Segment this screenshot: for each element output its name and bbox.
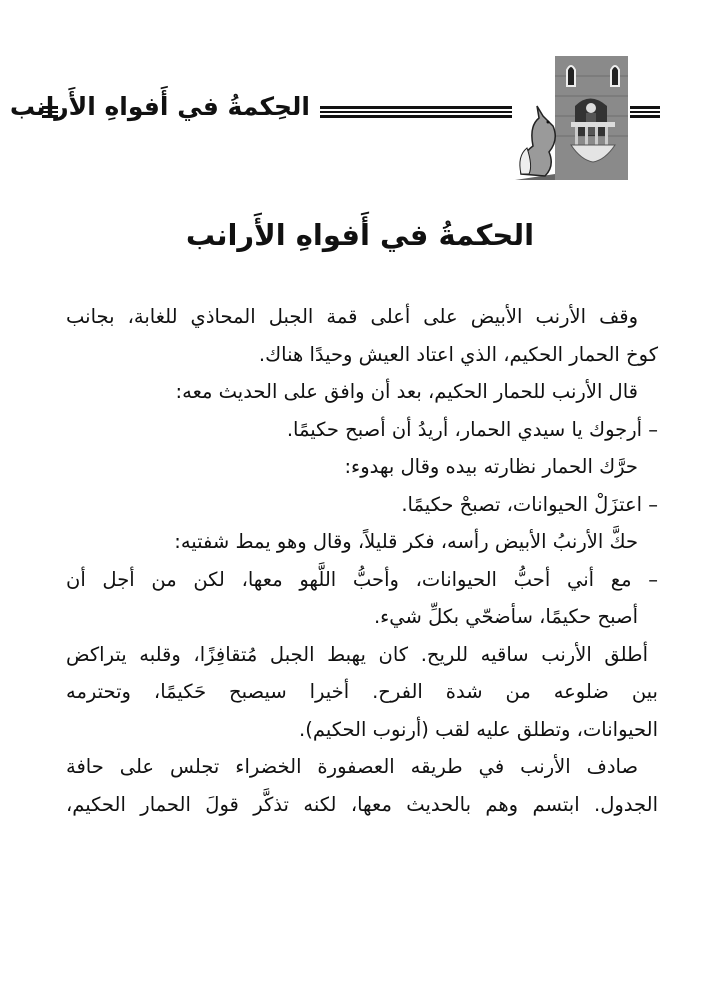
- fox-tower-illustration: [515, 56, 628, 180]
- header-rule-middle: [320, 106, 512, 118]
- story-line: وقف الأرنب الأبيض على أعلى قمة الجبل المحاذي للغابة، بجانب: [66, 305, 638, 328]
- running-title: الحِكمةُ في أَفواهِ الأَرانب: [9, 92, 310, 121]
- story-line: أطلق الأرنب ساقيه للريح. كان يهبط الجبل مُتقافِزًا، وقلبه يتراكض: [66, 643, 648, 666]
- story-line: بين ضلوعه من شدة الفرح. أخيرا سيصبح حَكيمًا، وتحترمه: [66, 680, 658, 703]
- story-line: – أرجوك يا سيدي الحمار، أريدُ أن أصبح حكيمًا.: [286, 418, 658, 441]
- story-line: حرَّك الحمار نظارته بيده وقال بهدوء:: [344, 455, 638, 478]
- story-line: قال الأرنب للحمار الحكيم، بعد أن وافق على الحديث معه:: [175, 380, 638, 403]
- story-line: الجدول. ابتسم وهم بالحديث معها، لكنه تذكَّر قولَ الحمار الحكيم،: [66, 793, 658, 816]
- story-line: كوخ الحمار الحكيم، الذي اعتاد العيش وحيدًا هناك.: [258, 343, 658, 366]
- story-line: الحيوانات، وتطلق عليه لقب (أرنوب الحكيم).: [299, 718, 658, 741]
- story-line: – اعتزَلْ الحيوانات، تصبحْ حكيمًا.: [401, 493, 658, 516]
- story-line: – مع أني أحبُّ الحيوانات، وأحبُّ اللَّهو معها، لكن من أجل أن: [66, 568, 658, 591]
- story-line: أصبح حكيمًا، سأضحّي بكلِّ شيء.: [373, 605, 638, 628]
- header-rule-right: [630, 106, 660, 118]
- story-line: حكَّ الأرنبُ الأبيض رأسه، فكر قليلاً، وقال وهو يمط شفتيه:: [174, 530, 638, 553]
- story-line: صادف الأرنب في طريقه العصفورة الخضراء تجلس على حافة: [66, 755, 638, 778]
- story-title: الحكمةُ في أَفواهِ الأَرانب: [185, 218, 535, 252]
